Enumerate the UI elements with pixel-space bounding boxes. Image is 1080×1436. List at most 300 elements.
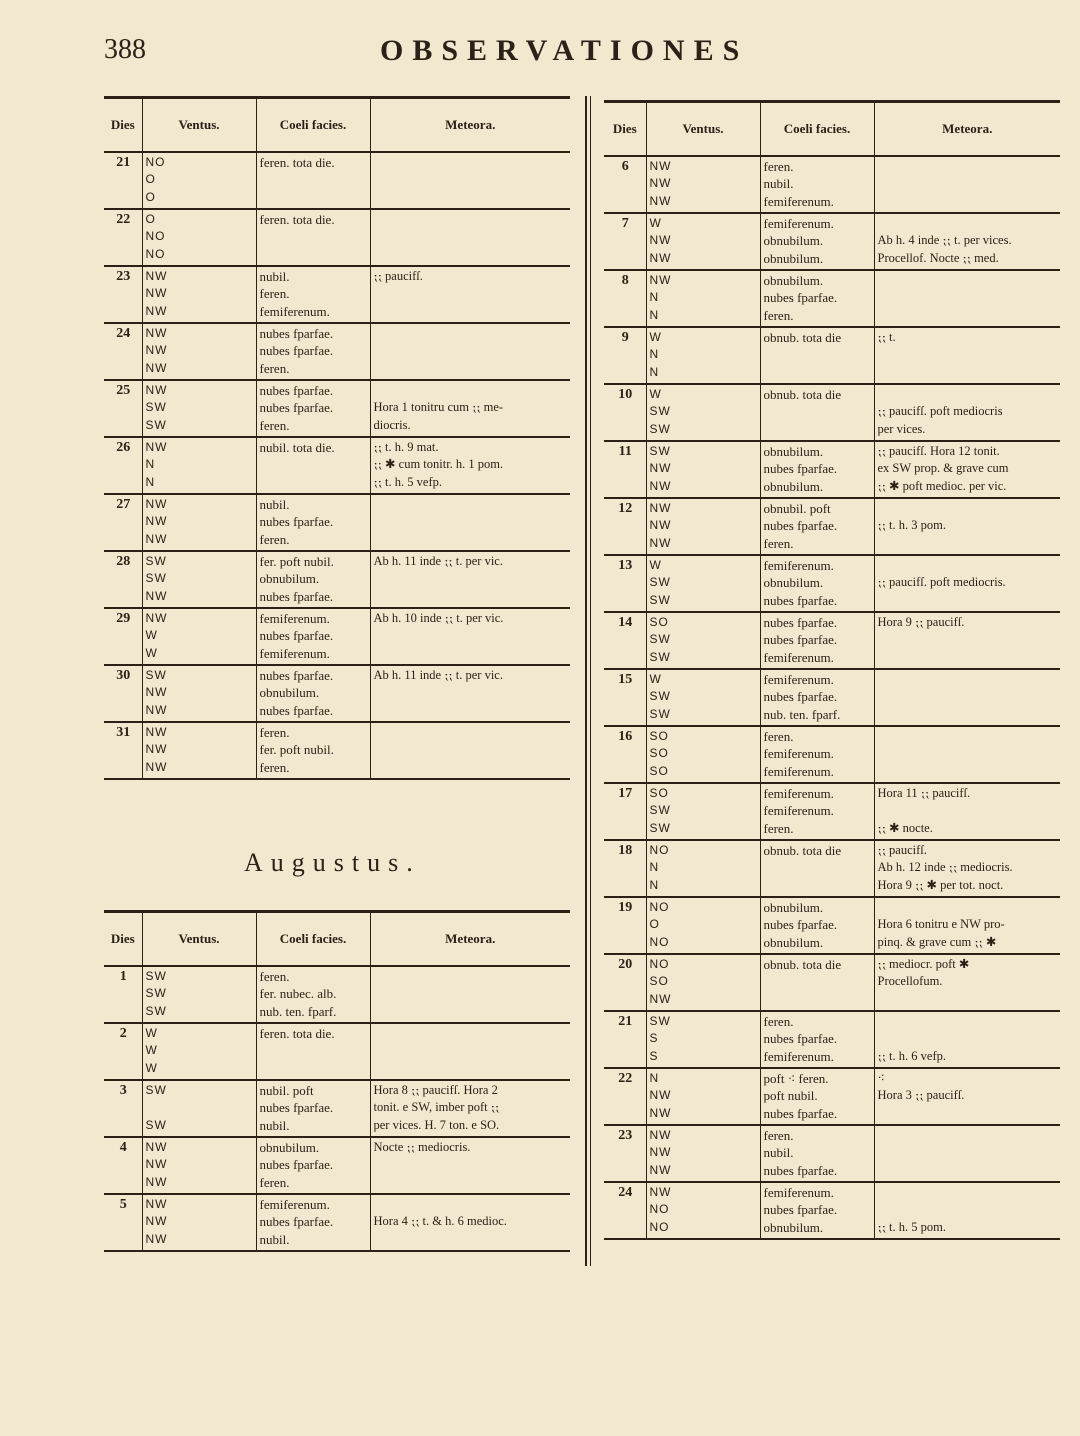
sky-entry: nubes fparfae. — [763, 461, 838, 477]
meteora-entry — [374, 382, 569, 399]
meteora-cell — [874, 726, 1060, 783]
sky-cell — [760, 1011, 874, 1068]
wind-entry: NW — [145, 742, 168, 757]
wind-entry: S — [649, 1031, 659, 1046]
sky-entry: nubes fparfae. — [259, 668, 334, 683]
table-body-august — [104, 966, 570, 1251]
wind-cell — [142, 1137, 256, 1194]
header-meteora: Meteora. — [370, 98, 570, 153]
meteora-entry: ⁏⁏ paucifſ. Hora 12 tonit. — [877, 444, 1000, 458]
sky-cell — [760, 840, 874, 897]
day-number: 24 — [104, 323, 142, 380]
wind-entry: W — [145, 1026, 158, 1040]
sky-entry: obnub. tota die — [763, 957, 842, 972]
wind-entry: SW — [145, 668, 167, 682]
meteora-entry — [878, 557, 1059, 574]
sky-entry: nubes fparfae. — [259, 1214, 334, 1230]
meteora-cell — [370, 1080, 570, 1137]
wind-entry: SW — [649, 706, 671, 721]
wind-cell — [142, 152, 256, 209]
wind-entry: W — [649, 558, 662, 572]
day-number: 3 — [104, 1080, 142, 1137]
table-row — [104, 1194, 570, 1251]
table-row — [604, 612, 1060, 669]
sky-entry: obnubilum. — [259, 685, 320, 701]
wind-entry: N — [145, 457, 156, 472]
day-number: 5 — [104, 1194, 142, 1251]
wind-cell — [142, 966, 256, 1023]
wind-entry: SO — [649, 763, 669, 778]
table-row — [604, 783, 1060, 840]
wind-entry: NO — [145, 155, 166, 169]
day-number: 11 — [604, 441, 646, 498]
sky-entry: nubes fparfae. — [763, 592, 838, 608]
wind-cell — [142, 551, 256, 608]
meteora-entry: ⁏⁏ paucifſ. — [877, 843, 927, 857]
meteora-entry — [878, 802, 1059, 819]
sky-entry: femiferenum. — [763, 1048, 834, 1064]
table-row — [104, 437, 570, 494]
table-row — [104, 152, 570, 209]
wind-entry: NW — [145, 725, 168, 739]
sky-cell — [256, 266, 370, 323]
header-coeli: Coeli facies. — [256, 98, 370, 153]
sky-entry: nubil. — [259, 1117, 290, 1133]
page-number: 388 — [104, 34, 146, 65]
sky-entry: nubes fparfae. — [259, 628, 334, 644]
wind-entry: S — [649, 1048, 659, 1063]
header-dies: Dies — [104, 98, 142, 153]
sky-entry: feren. — [259, 725, 290, 740]
meteora-cell — [370, 966, 570, 1023]
sky-cell — [256, 722, 370, 779]
sky-entry: feren. — [259, 360, 290, 376]
sky-entry: femiferenum. — [259, 645, 330, 661]
meteora-cell — [874, 897, 1060, 954]
meteora-cell — [874, 1182, 1060, 1239]
wind-entry: NW — [649, 273, 672, 287]
meteora-entry — [878, 1030, 1059, 1047]
wind-entry: SW — [649, 421, 671, 436]
wind-cell — [142, 209, 256, 266]
sky-entry: nubes fparfae. — [259, 383, 334, 398]
wind-entry: W — [145, 1060, 158, 1075]
wind-cell — [142, 437, 256, 494]
wind-entry: SW — [145, 554, 167, 568]
wind-entry: SO — [649, 974, 669, 989]
sky-cell — [760, 555, 874, 612]
day-number: 20 — [604, 954, 646, 1011]
wind-entry: SW — [145, 417, 167, 432]
wind-entry: SW — [145, 571, 167, 586]
wind-entry: NW — [145, 611, 168, 625]
sky-entry: nubil. poft — [259, 1083, 314, 1098]
meteora-entry: ⁏⁏ ✱ poft medioc. per vic. — [877, 478, 1007, 493]
meteora-entry — [878, 215, 1059, 232]
sky-entry: feren. — [259, 759, 290, 775]
meteora-entry: Hora 6 tonitru e NW pro- — [877, 917, 1005, 932]
column-divider-inner — [590, 96, 591, 1266]
meteora-cell — [874, 1125, 1060, 1182]
wind-cell — [142, 722, 256, 779]
wind-cell — [646, 498, 760, 555]
meteora-entry: Procellofum. — [877, 974, 943, 989]
day-number: 23 — [604, 1125, 646, 1182]
wind-cell — [142, 266, 256, 323]
meteora-entry: Hora 4 ⁏⁏ t. & h. 6 medioc. — [373, 1214, 507, 1229]
wind-entry: O — [145, 172, 156, 187]
column-divider — [585, 96, 587, 1266]
wind-entry: NW — [649, 176, 672, 191]
meteora-entry: ex SW prop. & grave cum — [877, 461, 1009, 476]
sky-cell — [256, 551, 370, 608]
wind-entry: W — [145, 1043, 158, 1058]
wind-entry: SW — [145, 986, 167, 1001]
wind-entry: NW — [649, 1128, 672, 1142]
wind-entry: NW — [145, 702, 168, 717]
sky-entry: obnubil. poft — [763, 501, 831, 516]
table-row — [104, 966, 570, 1023]
sky-cell — [760, 1068, 874, 1125]
wind-entry: N — [145, 474, 156, 489]
meteora-cell — [874, 1068, 1060, 1125]
meteora-entry: ⁏⁏ t. h. 9 mat. — [373, 440, 439, 454]
meteora-cell — [874, 156, 1060, 213]
meteora-entry: ⁏⁏ mediocr. poft ✱ — [877, 957, 970, 971]
sky-entry: femiferenum. — [763, 763, 834, 779]
table-header-row — [104, 912, 570, 967]
table-row — [604, 498, 1060, 555]
wind-cell — [646, 441, 760, 498]
meteora-cell — [874, 327, 1060, 384]
meteora-entry — [878, 899, 1059, 916]
meteora-entry: Hora 11 ⁏⁏ paucifſ. — [877, 786, 971, 800]
sky-cell — [760, 441, 874, 498]
day-number: 2 — [104, 1023, 142, 1080]
meteora-entry: Hora 9 ⁏⁏ paucifſ. — [877, 615, 965, 629]
wind-cell — [142, 665, 256, 722]
wind-entry: NW — [649, 193, 672, 208]
table-body-august-continued — [604, 156, 1060, 1239]
wind-entry: NW — [649, 461, 672, 476]
header-coeli: Coeli facies. — [760, 102, 874, 157]
wind-entry: NW — [649, 518, 672, 533]
table-header-row — [104, 98, 570, 153]
meteora-cell — [874, 612, 1060, 669]
wind-entry: NW — [145, 1214, 168, 1229]
wind-cell — [646, 897, 760, 954]
wind-entry: SO — [649, 615, 669, 629]
wind-entry: NO — [649, 843, 670, 857]
wind-cell — [646, 555, 760, 612]
sky-cell — [256, 1023, 370, 1080]
meteora-entry: Ab h. 11 inde ⁏⁏ t. per vic. — [373, 554, 503, 568]
wind-entry: SW — [145, 1083, 167, 1097]
wind-cell — [646, 669, 760, 726]
wind-entry: N — [649, 877, 660, 892]
sky-entry: nubes fparfae. — [259, 343, 334, 359]
page-title: OBSERVATIONES — [380, 34, 749, 67]
wind-entry: NW — [145, 1140, 168, 1154]
sky-entry: nubil. tota die. — [259, 440, 335, 455]
wind-entry: NW — [649, 535, 672, 550]
wind-entry: W — [649, 330, 662, 344]
day-number: 22 — [604, 1068, 646, 1125]
sky-entry: feren. tota die. — [259, 212, 335, 227]
meteora-cell — [874, 384, 1060, 441]
meteora-cell — [370, 665, 570, 722]
wind-entry: SW — [649, 444, 671, 458]
day-number: 17 — [604, 783, 646, 840]
wind-entry: SW — [649, 592, 671, 607]
meteora-entry: Hora 3 ⁏⁏ paucifſ. — [877, 1088, 965, 1103]
sky-entry: nubes fparfae. — [763, 689, 838, 705]
wind-entry: SO — [649, 746, 669, 761]
day-number: 8 — [604, 270, 646, 327]
sky-entry: nub. ten. fparf. — [763, 706, 841, 722]
day-number: 21 — [104, 152, 142, 209]
sky-cell — [760, 156, 874, 213]
meteora-cell — [370, 1137, 570, 1194]
sky-cell — [256, 323, 370, 380]
table-row — [604, 840, 1060, 897]
wind-cell — [142, 1194, 256, 1251]
wind-entry: SW — [649, 575, 671, 590]
meteora-entry: ⁏⁏ t. h. 3 pom. — [877, 518, 946, 533]
meteora-cell — [874, 555, 1060, 612]
sky-entry: poft nubil. — [763, 1088, 818, 1104]
wind-entry: SW — [649, 820, 671, 835]
wind-entry: NW — [145, 531, 168, 546]
sky-entry: nubes fparfae. — [763, 1202, 838, 1218]
day-number: 31 — [104, 722, 142, 779]
wind-cell — [646, 327, 760, 384]
sky-entry: obnubilum. — [763, 250, 824, 266]
wind-entry: NW — [145, 440, 168, 454]
header-ventus: Ventus. — [142, 912, 256, 967]
header-meteora: Meteora. — [370, 912, 570, 967]
day-number: 14 — [604, 612, 646, 669]
wind-entry: NW — [145, 303, 168, 318]
day-number: 26 — [104, 437, 142, 494]
wind-entry: NW — [649, 233, 672, 248]
wind-entry: NW — [649, 1088, 672, 1103]
wind-entry: NW — [145, 343, 168, 358]
sky-cell — [256, 608, 370, 665]
sky-entry: poft ⁖ feren. — [763, 1071, 829, 1086]
wind-entry: N — [649, 1071, 660, 1085]
sky-entry: nub. ten. fparf. — [259, 1003, 337, 1019]
meteora-cell — [370, 551, 570, 608]
wind-entry: NW — [145, 269, 168, 283]
wind-entry: N — [649, 290, 660, 305]
table-row — [604, 555, 1060, 612]
day-number: 10 — [604, 384, 646, 441]
table-row — [604, 1182, 1060, 1239]
meteora-cell — [370, 152, 570, 209]
wind-entry: NW — [145, 1231, 168, 1246]
meteora-cell — [874, 441, 1060, 498]
sky-entry: feren. — [763, 535, 794, 551]
table-body-july — [104, 152, 570, 779]
sky-entry: femiferenum. — [763, 803, 834, 819]
wind-cell — [646, 1011, 760, 1068]
wind-cell — [646, 270, 760, 327]
table-row — [604, 669, 1060, 726]
meteora-entry — [878, 1013, 1059, 1030]
sky-entry: nubes fparfae. — [763, 518, 838, 534]
sky-entry: obnubilum. — [763, 575, 824, 591]
day-number: 30 — [104, 665, 142, 722]
meteora-cell — [874, 498, 1060, 555]
meteora-entry: Hora 1 tonitru cum ⁏⁏ me- — [373, 400, 504, 415]
meteora-cell — [370, 1023, 570, 1080]
table-row — [604, 897, 1060, 954]
wind-entry: NW — [649, 1105, 672, 1120]
sky-cell — [256, 665, 370, 722]
wind-entry: NO — [145, 229, 166, 244]
wind-entry: NO — [649, 957, 670, 971]
sky-entry: fer. poft nubil. — [259, 554, 334, 569]
sky-cell — [256, 152, 370, 209]
meteora-entry: ⁏⁏ ✱ nocte. — [877, 820, 933, 835]
meteora-entry: per vices. H. 7 ton. e SO. — [373, 1117, 500, 1132]
meteora-entry — [374, 1196, 569, 1213]
wind-entry: SO — [649, 786, 669, 800]
wind-entry: NW — [649, 991, 672, 1006]
meteora-entry: pinq. & grave cum ⁏⁏ ✱ — [877, 934, 997, 949]
meteora-cell — [370, 209, 570, 266]
table-row — [104, 209, 570, 266]
sky-cell — [256, 966, 370, 1023]
running-head — [0, 28, 1080, 78]
sky-entry: femiferenum. — [763, 649, 834, 665]
sky-entry: nubes fparfae. — [259, 588, 334, 604]
meteora-cell — [874, 1011, 1060, 1068]
wind-entry: SW — [649, 803, 671, 818]
table-row — [104, 1080, 570, 1137]
sky-cell — [760, 1182, 874, 1239]
sky-cell — [256, 1194, 370, 1251]
sky-cell — [760, 270, 874, 327]
wind-entry: NW — [145, 383, 168, 397]
header-meteora: Meteora. — [874, 102, 1060, 157]
wind-entry: W — [145, 628, 158, 643]
meteora-cell — [370, 722, 570, 779]
meteora-entry: ⁏⁏ ✱ cum tonitr. h. 1 pom. — [373, 457, 504, 472]
wind-entry: W — [649, 387, 662, 401]
table-row — [104, 1023, 570, 1080]
wind-entry: NW — [145, 759, 168, 774]
meteora-entry — [878, 386, 1059, 403]
sky-cell — [256, 1137, 370, 1194]
meteora-entry: ⁖ — [877, 1071, 885, 1085]
table-row — [604, 384, 1060, 441]
day-number: 6 — [604, 156, 646, 213]
wind-entry: NW — [145, 497, 168, 511]
sky-entry: femiferenum. — [763, 746, 834, 762]
wind-entry: NW — [649, 478, 672, 493]
sky-entry: nubes fparfae. — [259, 514, 334, 530]
wind-entry: SW — [649, 1014, 671, 1028]
meteora-cell — [874, 270, 1060, 327]
wind-cell — [646, 840, 760, 897]
wind-entry: NW — [649, 1185, 672, 1199]
sky-cell — [760, 327, 874, 384]
meteora-entry: diocris. — [373, 417, 411, 432]
wind-cell — [142, 494, 256, 551]
day-number: 15 — [604, 669, 646, 726]
sky-entry: nubes fparfae. — [763, 632, 838, 648]
header-ventus: Ventus. — [142, 98, 256, 153]
sky-entry: nubes fparfae. — [259, 1100, 334, 1116]
table-header-row — [604, 102, 1060, 157]
sky-entry: feren. — [763, 159, 794, 174]
wind-cell — [646, 726, 760, 783]
table-row — [104, 551, 570, 608]
table-row — [604, 1125, 1060, 1182]
sky-entry: nubes fparfae. — [763, 290, 838, 306]
sky-entry: femiferenum. — [259, 611, 330, 626]
meteora-cell — [370, 437, 570, 494]
meteora-cell — [370, 608, 570, 665]
table-row — [104, 494, 570, 551]
table-row — [104, 323, 570, 380]
month-title: Augustus. — [244, 848, 421, 877]
sky-entry: obnubilum. — [763, 273, 824, 288]
wind-entry — [146, 1099, 254, 1116]
sky-entry: nubes fparfae. — [259, 1157, 334, 1173]
sky-entry: feren. — [763, 1014, 794, 1029]
sky-cell — [760, 384, 874, 441]
meteora-cell — [370, 1194, 570, 1251]
day-number: 18 — [604, 840, 646, 897]
sky-cell — [760, 612, 874, 669]
header-coeli: Coeli facies. — [256, 912, 370, 967]
sky-entry: nubes fparfae. — [763, 1031, 838, 1047]
sky-entry: femiferenum. — [763, 216, 834, 231]
meteora-entry: ⁏⁏ paucifſ. — [373, 269, 423, 283]
table-row — [604, 156, 1060, 213]
meteora-cell — [874, 669, 1060, 726]
wind-entry: O — [145, 189, 156, 204]
meteora-entry — [878, 1201, 1059, 1218]
meteora-entry: Ab h. 11 inde ⁏⁏ t. per vic. — [373, 668, 503, 682]
meteora-cell — [874, 213, 1060, 270]
day-number: 16 — [604, 726, 646, 783]
sky-cell — [760, 954, 874, 1011]
table-row — [604, 954, 1060, 1011]
sky-entry: nubil. — [259, 1231, 290, 1247]
table-row — [604, 441, 1060, 498]
meteora-entry: ⁏⁏ paucifſ. poft mediocris — [877, 404, 1003, 419]
sky-cell — [256, 209, 370, 266]
day-number: 23 — [104, 266, 142, 323]
wind-entry: N — [649, 364, 660, 379]
sky-entry: feren. — [259, 1174, 290, 1190]
sky-entry: fer. poft nubil. — [259, 742, 334, 758]
wind-entry: SW — [145, 969, 167, 983]
meteora-cell — [874, 840, 1060, 897]
wind-cell — [646, 1068, 760, 1125]
sky-cell — [760, 726, 874, 783]
day-number: 9 — [604, 327, 646, 384]
meteora-entry — [878, 1184, 1059, 1201]
wind-entry: NW — [649, 1162, 672, 1177]
day-number: 1 — [104, 966, 142, 1023]
day-number: 22 — [104, 209, 142, 266]
sky-entry: feren. — [259, 531, 290, 547]
